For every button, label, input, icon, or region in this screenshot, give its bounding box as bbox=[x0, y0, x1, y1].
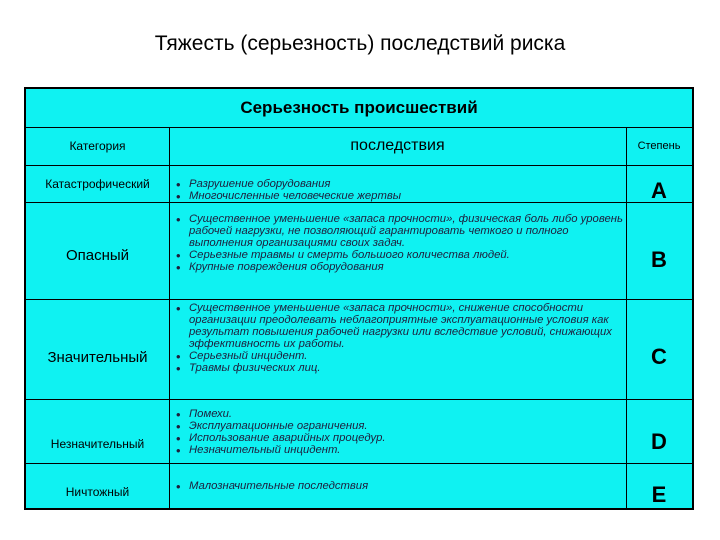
consequence-item: • Помехи. bbox=[189, 409, 386, 421]
table-divider bbox=[26, 165, 692, 166]
severity-table bbox=[24, 87, 694, 510]
category-cell: Ничтожный bbox=[65, 484, 130, 499]
consequence-item: • Малозначительные последствия bbox=[189, 481, 368, 493]
consequences-cell bbox=[173, 202, 623, 299]
consequence-item: • Существенное уменьшение «запаса прочности», физическая боль либо уровень рабочей нагрузки, не позволяющий гарантировать четкого и полного выполнения организациями своих задач. bbox=[189, 214, 623, 250]
degree-cell: A bbox=[651, 177, 667, 203]
consequences-cell bbox=[173, 299, 623, 399]
consequence-item: • Использование аварийных процедур. bbox=[189, 433, 386, 445]
consequence-item: • Существенное уменьшение «запаса прочности», снижение способности организации преодолевать неблагоприятные эксплуатационные условия как результат повышения рабочей нагрузки или вследствие условий, снижающих эффективность их работы. bbox=[189, 303, 623, 351]
category-cell: Опасный bbox=[65, 247, 130, 264]
consequence-item: • Серьезные травмы и смерть большого количества людей. bbox=[189, 250, 623, 262]
consequences-cell bbox=[173, 165, 623, 202]
column-header-category: Категория bbox=[69, 139, 126, 153]
table-main-header: Серьезность происшествий bbox=[240, 98, 478, 117]
consequence-item: • Крупные повреждения оборудования bbox=[189, 262, 623, 274]
table-divider bbox=[626, 127, 627, 508]
category-cell: Катастрофический bbox=[45, 176, 150, 191]
category-cell: Значительный bbox=[47, 348, 148, 366]
table-divider bbox=[26, 299, 692, 300]
consequence-item: • Разрушение оборудования bbox=[189, 179, 401, 191]
degree-cell: C bbox=[651, 344, 667, 369]
table-divider bbox=[26, 127, 692, 128]
category-cell: Незначительный bbox=[50, 437, 145, 451]
column-header-degree: Степень bbox=[637, 140, 681, 152]
table-divider bbox=[169, 127, 170, 508]
consequence-item: • Серьезный инцидент. bbox=[189, 351, 623, 363]
table-divider bbox=[26, 399, 692, 400]
consequence-item: • Эксплуатационные ограничения. bbox=[189, 421, 386, 433]
consequences-cell bbox=[173, 399, 623, 463]
slide-title: Тяжесть (серьезность) последствий риска bbox=[154, 32, 566, 55]
degree-cell: E bbox=[651, 481, 667, 507]
table-divider bbox=[26, 202, 692, 203]
consequence-item: • Многочисленные человеческие жертвы bbox=[189, 191, 401, 203]
consequence-item: • Незначительный инцидент. bbox=[189, 445, 386, 457]
degree-cell: D bbox=[651, 429, 667, 454]
table-divider bbox=[26, 463, 692, 464]
degree-cell: B bbox=[651, 246, 667, 272]
consequences-cell bbox=[173, 463, 623, 508]
consequence-item: • Травмы физических лиц. bbox=[189, 363, 623, 375]
column-header-consequences: последствия bbox=[350, 137, 445, 154]
